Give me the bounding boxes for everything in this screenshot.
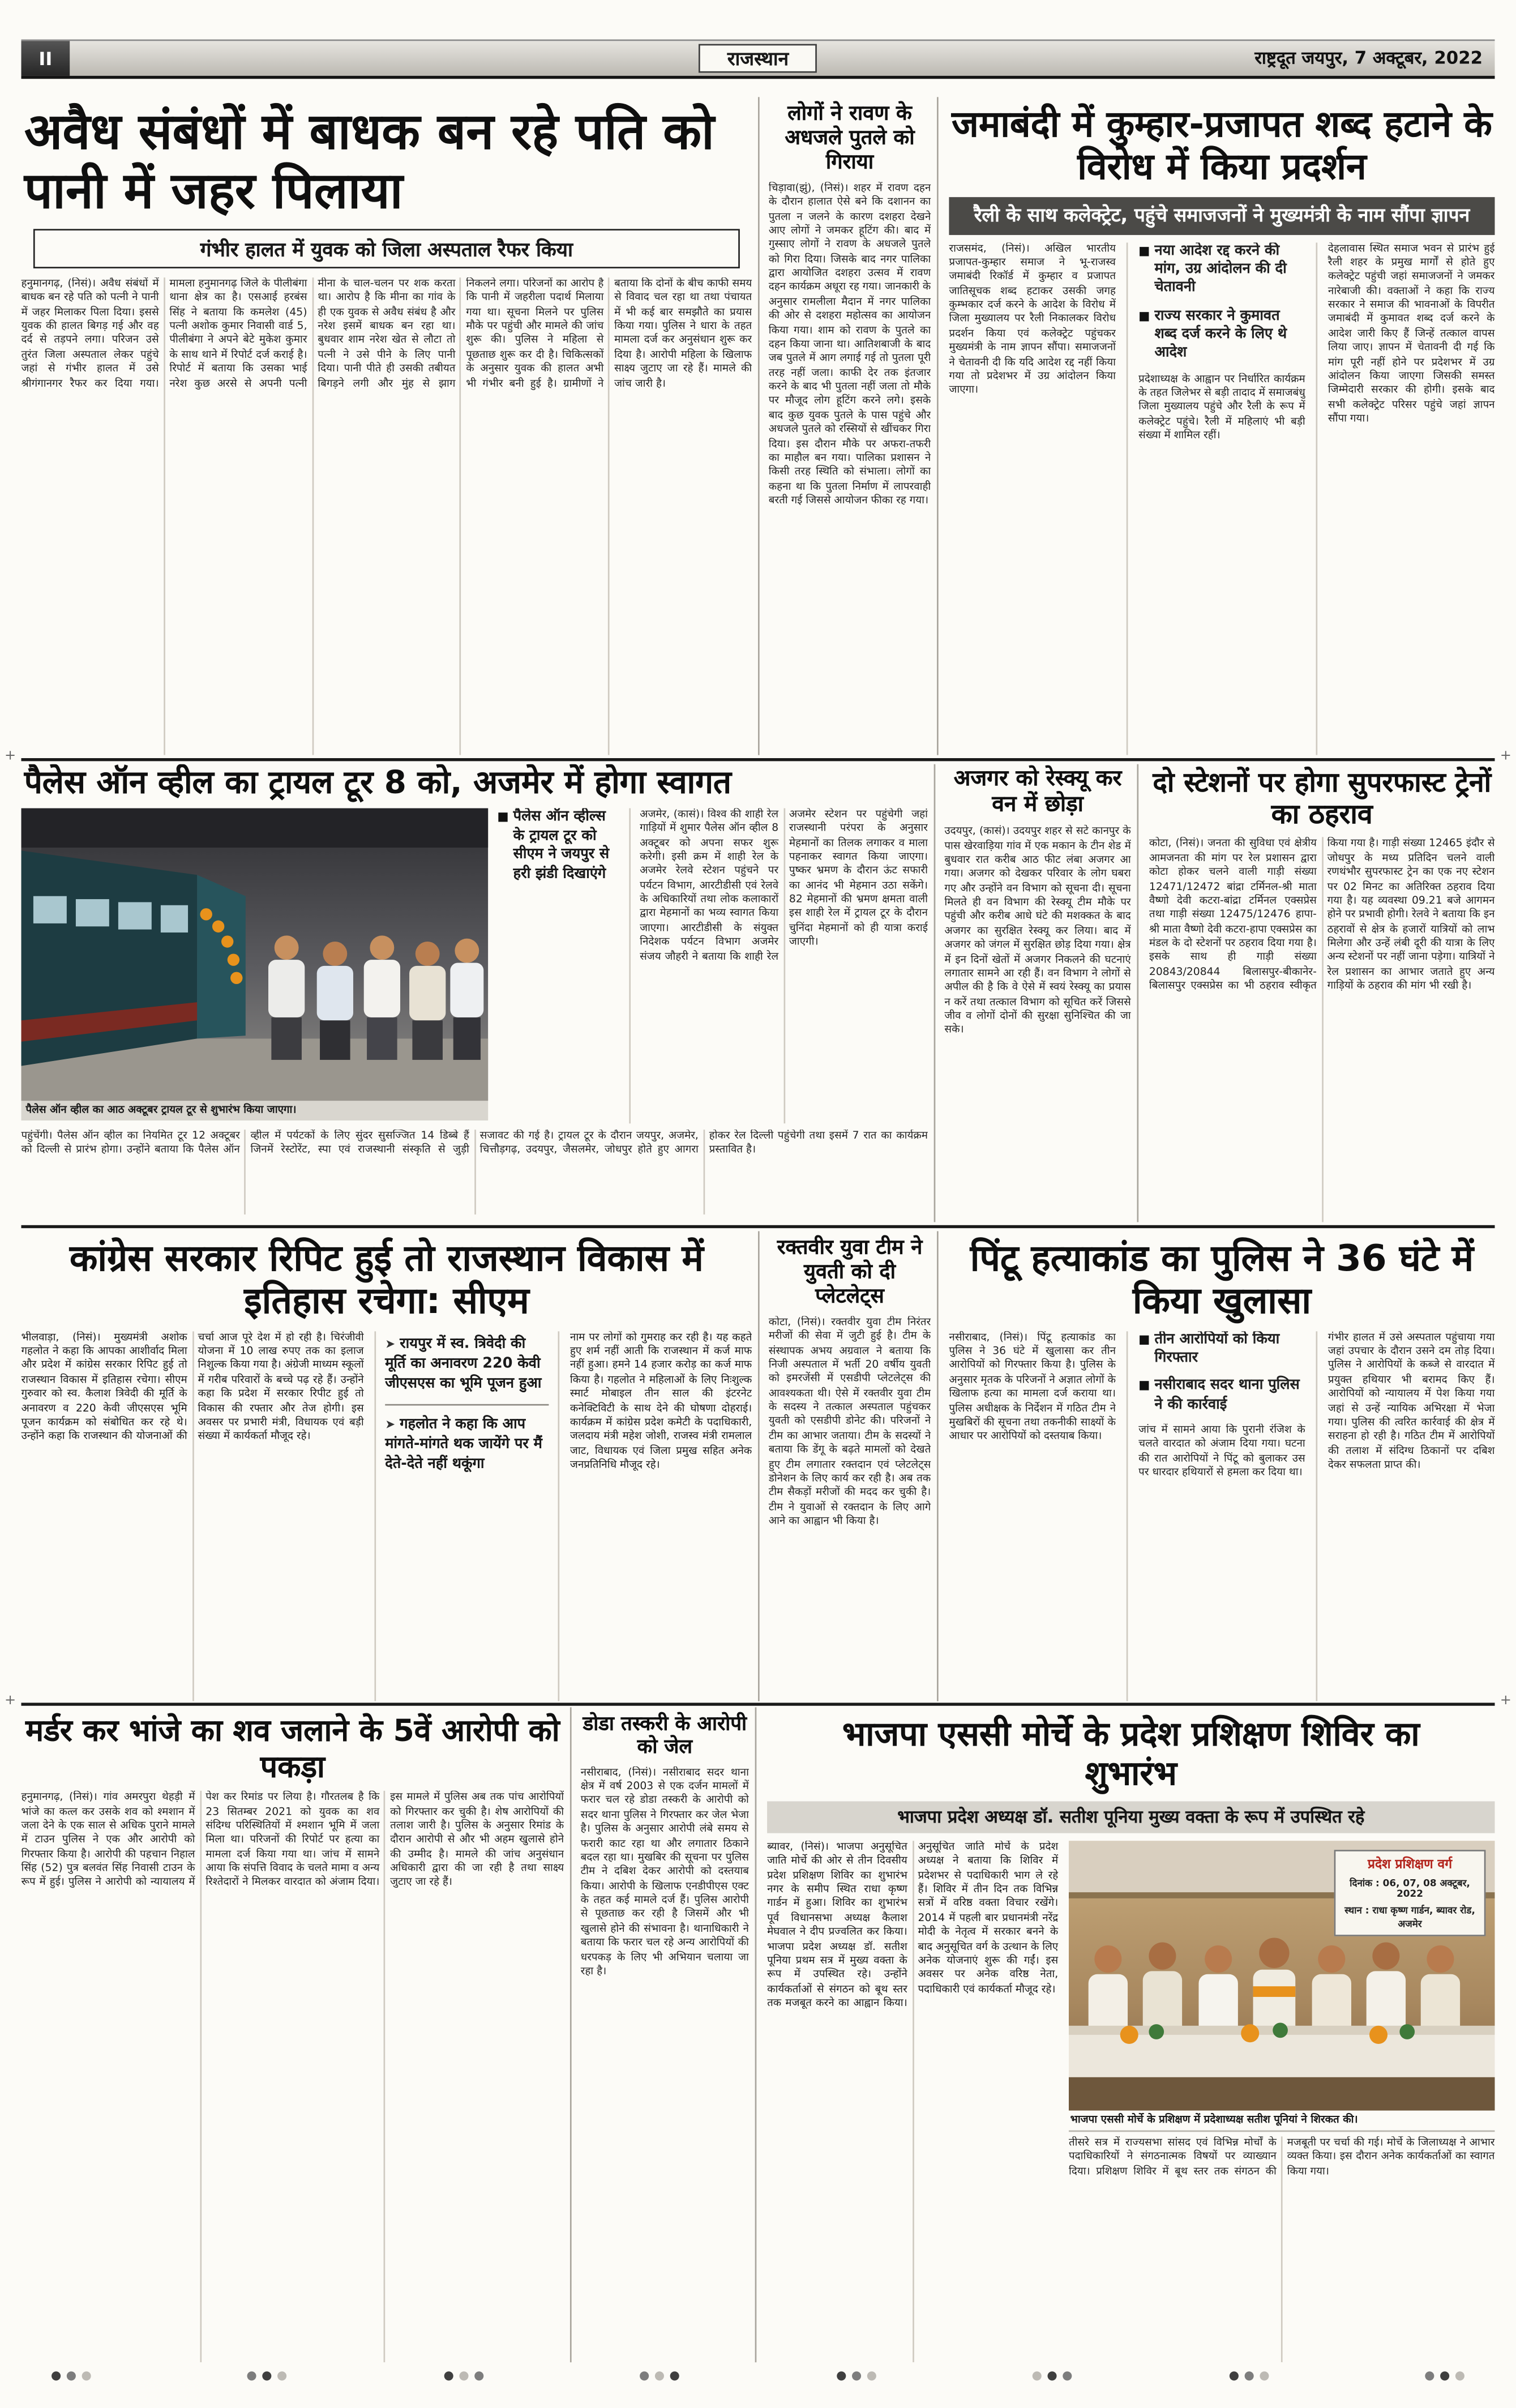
article-column: गंभीर हालत में उसे अस्पताल पहुंचाया गया जहां उपचार के दौरान उसने दम तोड़ दिया। पुलिस ने आरोपियों के कब्जे से वारदात में प्रयुक्त हथियार भी बरामद किए हैं। आरोपियों को न्यायालय में पेश किया गया जहां से उन्हें न्यायिक अभिरक्षा में भेजा गया। पुलिस की त्वरित कार्रवाई की क्षेत्र में सराहना हो रही है। गठित टीम में आरोपियों की तलाश में संदिग्ध ठिकानों पर दबिश देकर सफलता प्राप्त की। [1316,1331,1495,1701]
bullet-text: तीन आरोपियों को किया गिरफ्तार [1154,1331,1280,1366]
highlight-text: पैलेस ऑन व्हील्स के ट्रायल टूर को सीएम ने जयपुर से हरी झंडी दिखाएंगे [513,807,610,883]
article-ravan-effigy [758,97,931,755]
page-dots [52,2371,1464,2380]
article-body: कोटा, (निसं)। रक्तवीर युवा टीम निरंतर मरीजों की सेवा में जुटी हुई है। टीम के संस्थापक अभय अग्रवाल ने बताया कि निजी अस्पताल में भर्ती 20 वर्षीय युवती को इमरजेंसी में एसडीपी प्लेटलेट्स की आवश्यकता थी। ऐसे में रक्तवीर युवा टीम के सदस्य ने तत्काल अस्पताल पहुंचकर युवती को एसडीपी डोनेट की। परिजनों ने टीम का आभार जताया। टीम के सदस्यों ने बताया कि डेंगू के बढ़ते मामलों को देखते हुए टीम लगातार रक्तदान एवं प्लेटलेट्स डोनेशन के लिए कार्य कर रही है। अब तक टीम सैकड़ों मरीजों की मदद कर चुकी है। टीम ने युवाओं से रक्तदान के लिए आगे आने का आह्वान भी किया है। [768,1315,931,1527]
dot-group [640,2371,680,2380]
article-body: उदयपुर, (कासं)। उदयपुर शहर से सटे कानपुर के पास खेरवाड़िया गांव में एक मकान के टीन शेड में बुधवार रात करीब आठ फीट लंबा अजगर आ गया। अजगर को देखकर परिवार के लोग घबरा गए और उन्होंने वन विभाग को सूचना दी। सूचना मिलते ही वन विभाग की रेस्क्यू टीम मौके पर पहुंची और करीब आधे घंटे की मशक्कत के बाद अजगर का सुरक्षित रेस्क्यू कर लिया। बाद में अजगर को जंगल में सुरक्षित छोड़ दिया गया। क्षेत्र में इन दिनों खेतों में अजगर निकलने की घटनाएं लगातार सामने आ रही हैं। वन विभाग ने लोगों से अपील की है कि वे ऐसे में स्वयं रेस्क्यू का प्रयास न करें तथा तत्काल विभाग को सूचित करें जिससे जीव व लोगों दोनों की सुरक्षा सुनिश्चित की जा सके। [944,825,1131,1037]
headline: पैलेस ऑन व्हील का ट्रायल टूर 8 को, अजमेर में होगा स्वागत [24,764,731,801]
article-pintu-murder-case [937,1231,1495,1701]
highlight-item [385,1404,549,1475]
dot-group [248,2371,288,2380]
event-title: प्रदेश प्रशिक्षण वर्ग [1368,1857,1453,1873]
bullet-point [1138,307,1305,363]
article-column: राजसमंद, (निसं)। अखिल भारतीय प्रजापत-कुम्हार समाज ने भू-राजस्व जमाबंदी रिकॉर्ड में कुम्हार व प्रजापत जातिसूचक शब्द हटाकर उसकी जगह कुम्भकार दर्ज करने के आदेश के विरोध में जिला मुख्यालय पर रैली निकालकर विरोध प्रदर्शन किया एवं कलेक्ट्रेट पहुंचकर मुख्यमंत्री के नाम ज्ञापन सौंपा। समाजजनों ने चेतावनी दी कि यदि आदेश रद्द नहीं किया गया तो प्रदेशभर में उग्र आंदोलन किया जाएगा। [949,242,1116,396]
bullet-point [1138,1331,1305,1368]
article-body-continued: पहुंचेंगी। पैलेस ऑन व्हील का नियमित टूर 12 अक्टूबर को दिल्ली से प्रारंभ होगा। उन्होंने बताया कि पैलेस ऑन व्हील में पर्यटकों के लिए सुंदर सुसज्जित 14 डिब्बे हैं जिनमें रेस्टोरेंट, स्पा एवं राजस्थानी संस्कृति से जुड़ी सजावट की गई है। ट्रायल टूर के दौरान जयपुर, अजमेर, चित्तौड़गढ़, उदयपुर, जैसलमेर, जोधपुर होते हुए आगरा होकर रेल दिल्ली पहुंचेगी तथा इसमें 7 रात का कार्यक्रम प्रस्तावित है। [21,1129,928,1156]
headline: रक्तवीर युवा टीम ने युवती को दी प्लेटलेट्स [777,1235,923,1308]
bjp-training-photo [1069,1841,1495,2111]
highlight-text: रायपुर में स्व. त्रिवेदी की मूर्ति का अनावरण 220 केवी जीएसएस का भूमि पूजन हुआ [385,1335,542,1392]
event-venue: स्थान : राधा कृष्ण गार्डन, ब्यावर रोड, अजमेर [1344,1905,1475,1930]
article-body: ब्यावर, (निसं)। भाजपा अनुसूचित जाति मोर्चे की ओर से तीन दिवसीय प्रदेश प्रशिक्षण शिविर का शुभारंभ नगर के समीप स्थित राधा कृष्ण गार्डन में हुआ। शिविर का शुभारंभ पूर्व विधानसभा अध्यक्ष कैलाश मेघवाल ने दीप प्रज्वलित कर किया। भाजपा प्रदेश अध्यक्ष डॉ. सतीश पूनिया प्रथम सत्र में मुख्य वक्ता के रूप में उपस्थित रहे। उन्होंने कार्यकर्ताओं से संगठन को बूथ स्तर तक मजबूत करने का आह्वान किया। अनुसूचित जाति मोर्चे के प्रदेश अध्यक्ष ने बताया कि शिविर में प्रदेशभर से पदाधिकारी भाग ले रहे हैं। शिविर में तीन दिन तक विभिन्न सत्रों में वरिष्ठ वक्ता विचार रखेंगे। 2014 में पहली बार प्रधानमंत्री नरेंद्र मोदी के नेतृत्व में सरकार बनने के बाद अनुसूचित वर्ग के उत्थान के लिए अनेक योजनाएं शुरू की गईं। इस अवसर पर अनेक वरिष्ठ नेता, पदाधिकारी एवं कार्यकर्ता मौजूद रहे। [767,1840,1059,2009]
headline: कांग्रेस सरकार रिपिट हुई तो राजस्थान विकास में इतिहास रचेगा: सीएम [69,1237,704,1323]
section-divider [21,758,1494,761]
article-jamabandi-protest [937,97,1495,755]
article-body: हनुमानगढ़, (निसं)। गांव अमरपुरा थेहड़ी में भांजे का कत्ल कर उसके शव को श्मशान में जला देने के एक साल से अधिक पुराने मामले में टाउन पुलिस ने एक और आरोपी को गिरफ्तार किया है। आरोपी की पहचान निहाल सिंह (52) पुत्र बलवंत सिंह निवासी टाउन के रूप में हुई। पुलिस ने आरोपी को न्यायालय में पेश कर रिमांड पर लिया है। गौरतलब है कि 23 सितम्बर 2021 को युवक का शव संदिग्ध परिस्थितियों में श्मशान भूमि में जला मिला था। परिजनों की रिपोर्ट पर हत्या का मामला दर्ज किया गया था। जांच में सामने आया कि संपत्ति विवाद के चलते मामा व अन्य रिश्तेदारों ने मिलकर वारदात को अंजाम दिया। इस मामले में पुलिस अब तक पांच आरोपियों को गिरफ्तार कर चुकी है। शेष आरोपियों की तलाश जारी है। पुलिस के अनुसार रिमांड के दौरान आरोपी से और भी अहम खुलासे होने की उम्मीद है। मामले की जांच अनुसंधान अधिकारी द्वारा की जा रही है तथा साक्ष्य जुटाए जा रहे हैं। [21,1791,564,1889]
bullet-text: नसीराबाद सदर थाना पुलिस ने की कार्रवाई [1154,1377,1300,1413]
dot-group [836,2371,876,2380]
event-date: दिनांक : 06, 07, 08 अक्टूबर, 2022 [1350,1878,1470,1900]
subheadline: गंभीर हालत में युवक को जिला अस्पताल रैफर किया [33,229,740,268]
headline: जमाबंदी में कुम्हार-प्रजापत शब्द हटाने के विरोध में किया प्रदर्शन [952,103,1492,189]
subheadline-bar: रैली के साथ कलेक्ट्रेट, पहुंचे समाजजनों ने मुख्यमंत्री के नाम सौंपा ज्ञापन [949,196,1494,234]
article-platelets-donation [758,1231,931,1701]
article-column [1127,242,1305,755]
arrow-icon: ➤ [385,1336,396,1351]
section-divider [21,1225,1494,1228]
dot-group [1229,2371,1269,2380]
headline: लोगों ने रावण के अधजले पुतले को गिराया [785,101,915,174]
masthead [21,40,1494,79]
bullet-text: नया आदेश रद्द करने की मांग, उग्र आंदोलन की दी चेतावनी [1154,242,1287,296]
dot-group [1425,2371,1464,2380]
dot-group [52,2371,91,2380]
article-body: चिड़ावा(झुं), (निसं)। शहर में रावण दहन के दौरान हालात ऐसे बने कि दशानन का पुतला न जलने के कारण दशहरा देखने आए लोगों ने जमकर हूटिंग की। बाद में गुस्साए लोगों ने रावण के अधजले पुतले को गिरा दिया। जिसके बाद नगर पालिका द्वारा आयोजित दशहरा उत्सव में रावण दहन कार्यक्रम अधूरा रह गया। जानकारी के अनुसार रामलीला मैदान में नगर पालिका की ओर से दशहरा महोत्सव का आयोजन किया गया। शाम को रावण के पुतले का दहन किया जाना था। आतिशबाजी के बाद जब पुतले में आग लगाई गई तो पुतला पूरी तरह नहीं जला। काफी देर तक इंतजार करने के बाद भी पुतला नहीं जला तो मौके पर मौजूद लोग हूटिंग करने लगे। इसके बाद कुछ युवक पुतले के पास पहुंचे और अधजले पुतले को रस्सियों से खींचकर गिरा दिया। इस दौरान मौके पर अफरा-तफरी का माहौल बन गया। पालिका प्रशासन ने किसी तरह स्थिति को संभाला। लोगों का कहना था कि पुतला निर्माण में लापरवाही बरती गई जिससे आयोजन फीका रह गया। [768,181,931,507]
article-body: अजमेर, (कासं)। विश्व की शाही रेल गाड़ियों में शुमार पैलेस ऑन व्हील 8 अक्टूबर को अपना सफर शुरू करेगी। इसी क्रम में शाही रेल के अजमेर रेलवे स्टेशन पहुंचने पर पर्यटन विभाग, आरटीडीसी एवं रेलवे के अधिकारियों तथा लोक कलाकारों द्वारा मेहमानों का भव्य स्वागत किया जाएगा। आरटीडीसी के संयुक्त निदेशक पर्यटन विभाग अजमेर संजय जौहरी ने बताया कि शाही रेल अजमेर स्टेशन पर पहुंचेगी जहां राजस्थानी परंपरा के अनुसार मेहमानों का तिलक लगाकर व माला पहनाकर स्वागत किया जाएगा। पुष्कर भ्रमण के दौरान ऊंट सफारी का आनंद भी मेहमान उठा सकेंगे। 82 मेहमानों की भ्रमण क्षमता वाली इस शाही रेल में ट्रायल टूर के दौरान चुनिंदा मेहमानों को ही यात्रा कराई जाएगी। [640,807,928,963]
headline: भाजपा एससी मोर्चे के प्रदेश प्रशिक्षण शिविर का शुभारंभ [842,1716,1420,1794]
article-column: नसीराबाद, (निसं)। पिंटू हत्याकांड का पुलिस ने 36 घंटे में खुलासा कर तीन आरोपियों को गिरफ्तार किया है। पुलिस के अनुसार मृतक के परिजनों ने अज्ञात लोगों के खिलाफ हत्या का मामला दर्ज कराया था। पुलिस अधीक्षक के निर्देशन में गठित टीम ने मुखबिरों की सूचना तथा तकनीकी साक्ष्यों के आधार पर आरोपियों को दस्तयाब किया। [949,1331,1116,1443]
highlight-text: गहलोत ने कहा कि आप मांगते-मांगते थक जायेंगे पर मैं देते-देते नहीं थकूंगा [385,1415,542,1473]
registration-mark: + [5,749,16,764]
bullet-point [1138,242,1305,298]
highlight-bullet [497,808,631,1123]
registration-mark: + [1500,749,1511,764]
headline: दो स्टेशनों पर होगा सुपरफास्ट ट्रेनों का ठहराव [1153,767,1492,832]
edition-date: राष्ट्रदूत जयपुर, 7 अक्टूबर, 2022 [1254,47,1483,69]
photo-caption: पैलेस ऑन व्हील का आठ अक्टूबर ट्रायल टूर से शुभारंभ किया जाएगा। [21,1101,488,1120]
subheadline-bar: भाजपा प्रदेश अध्यक्ष डॉ. सतीश पूनिया मुख्य वक्ता के रूप में उपस्थित रहे [767,1801,1494,1833]
bullet-square-icon: ■ [1138,1379,1150,1393]
article-superfast-trains [1137,764,1495,1222]
dot-group [444,2371,483,2380]
section-title: राजस्थान [699,44,817,73]
headline: अजगर को रेस्क्यू कर वन में छोड़ा [953,767,1122,818]
bullet-text: राज्य सरकार ने कुमावत शब्द दर्ज करने के लिए थे आदेश [1154,307,1287,361]
highlight-box [374,1331,559,1701]
page-number: II [21,41,70,76]
headline: डोडा तस्करी के आरोपी को जेल [583,1713,747,1760]
article-column: देहलावास स्थित समाज भवन से प्रारंभ हुई रैली शहर के प्रमुख मार्गों से होते हुए कलेक्ट्रेट पहुंची जहां समाजजनों ने जमकर नारेबाजी की। वक्ताओं ने कहा कि राज्य सरकार ने समाज की भावनाओं के विपरीत जमाबंदी में कुमावत शब्द दर्ज करने के आदेश जारी किए हैं जिन्हें तत्काल वापस लिया जाए। ज्ञापन में चेतावनी दी गई कि मांग पूरी नहीं होने पर प्रदेशभर में उग्र आंदोलन किया जाएगा जिसकी समस्त जिम्मेदारी सरकार की होगी। इसके बाद सभी कलेक्ट्रेट परिसर पहुंचे जहां ज्ञापन सौंपा गया। [1316,242,1495,755]
article-bjp-training-camp [755,1707,1495,2362]
palace-on-wheels-photo [21,808,488,1123]
article-cm-statement [21,1231,752,1701]
dot-group [1033,2371,1072,2380]
headline: अवैध संबंधों में बाधक बन रहे पति को पानी में जहर पिलाया [24,101,714,220]
highlight-item [385,1334,549,1395]
article-column [1127,1331,1305,1701]
article-python-rescue [934,764,1131,1222]
event-info-box [1334,1850,1486,1936]
bullet-square-icon: ■ [1138,309,1150,323]
article-body-continued: तीसरे सत्र में राज्यसभा सांसद एवं विभिन्न मोर्चों के पदाधिकारियों ने संगठनात्मक विषयों पर व्याख्यान दिया। प्रशिक्षण शिविर में बूथ स्तर तक संगठन की मजबूती पर चर्चा की गई। मोर्चे के जिलाध्यक्ष ने आभार व्यक्त किया। इस दौरान अनेक कार्यकर्ताओं का स्वागत किया गया। [1068,2136,1495,2177]
article-body: कोटा, (निसं)। जनता की सुविधा एवं क्षेत्रीय आमजनता की मांग पर रेल प्रशासन द्वारा कोटा होकर चलने वाली गाड़ी संख्या 12471/12472 बांद्रा टर्मिनल-श्री माता वैष्णो देवी कटरा-बांद्रा टर्मिनल एक्सप्रेस तथा गाड़ी संख्या 12475/12476 हापा-श्री माता वैष्णो देवी कटरा-हापा एक्सप्रेस का मंडल के दो स्टेशनों पर ठहराव दिया गया है। इसके साथ ही गाड़ी संख्या 20843/20844 बिलासपुर-बीकानेर-बिलासपुर एक्सप्रेस का भी ठहराव स्वीकृत किया गया है। गाड़ी संख्या 12465 इंदौर से जोधपुर के मध्य प्रतिदिन चलने वाली रणथंभौर सुपरफास्ट ट्रेन का एक नए स्टेशन पर 02 मिनट का अतिरिक्त ठहराव दिया गया है। यह व्यवस्था 09.21 बजे आगमन होने पर प्रभावी होगी। रेलवे ने बताया कि इन ठहरावों से क्षेत्र के हजारों यात्रियों को लाभ मिलेगा और उन्हें लंबी दूरी की यात्रा के लिए अन्य स्टेशनों पर नहीं जाना पड़ेगा। यात्रियों ने रेल प्रशासन का आभार जताते हुए अन्य गाड़ियों के ठहराव की मांग भी रखी है। [1149,837,1495,992]
section-divider [21,1703,1494,1705]
article-column-text: प्रदेशाध्यक्ष के आह्वान पर निर्धारित कार्यक्रम के तहत जिलेभर से बड़ी तादाद में समाजबंधु जिला मुख्यालय पहुंचे और रैली के रूप में कलेक्ट्रेट पहुंचे। रैली में महिलाएं भी बड़ी संख्या में शामिल रहीं। [1138,372,1305,442]
registration-mark: + [5,1693,16,1709]
article-column-text: जांच में सामने आया कि पुरानी रंजिश के चलते वारदात को अंजाम दिया गया। घटना की रात आरोपियों ने पिंटू को बुलाकर उस पर धारदार हथियारों से हमला कर दिया था। [1138,1423,1305,1479]
article-poison-case [21,97,752,755]
article-body: नसीराबाद, (निसं)। नसीराबाद सदर थाना क्षेत्र में वर्ष 2003 से एक दर्जन मामलों में फरार चल रहे डोडा तस्करी के आरोपी को सदर थाना पुलिस ने गिरफ्तार कर जेल भेजा है। पुलिस के अनुसार आरोपी लंबे समय से फरारी काट रहा था और लगातार ठिकाने बदल रहा था। मुखबिर की सूचना पर पुलिस टीम ने दबिश देकर आरोपी को दस्तयाब किया। आरोपी के खिलाफ एनडीपीएस एक्ट के तहत कई मामले दर्ज हैं। पुलिस आरोपी से पूछताछ कर रही है जिसमें और भी खुलासे होने की संभावना है। थानाधिकारी ने बताया कि फरार चल रहे अन्य आरोपियों की धरपकड़ के लिए भी अभियान चलाया जा रहा है। [580,1765,749,1977]
headline: पिंटू हत्याकांड का पुलिस ने 36 घंटे में किया खुलासा [970,1237,1474,1323]
article-body: भीलवाड़ा, (निसं)। मुख्यमंत्री अशोक गहलोत ने कहा कि आपका आशीर्वाद मिला और प्रदेश में कांग्रेस सरकार रिपिट हुई तो राजस्थान विकास में इतिहास रचेगा। सीएम गुरुवार को स्व. कैलाश त्रिवेदी की मूर्ति के अनावरण व 220 केवी जीएसएस भूमि पूजन कार्यक्रम को संबोधित कर रहे थे। उन्होंने कहा कि राजस्थान की योजनाओं की चर्चा आज पूरे देश में हो रही है। चिरंजीवी योजना में 10 लाख रुपए तक का इलाज निशुल्क किया गया है। अंग्रेजी माध्यम स्कूलों में गरीब परिवारों के बच्चे पढ़ रहे हैं। उन्होंने कहा कि प्रदेश में सरकार रिपीट हुई तो विकास की रफ्तार और तेज होगी। इस अवसर पर प्रभारी मंत्री, विधायक एवं बड़ी संख्या में कार्यकर्ता मौजूद रहे। [21,1331,364,1443]
bullet-point [1138,1377,1305,1414]
train-photo-illustration [21,808,488,1101]
article-palace-on-wheels [21,764,927,1222]
bullet-square-icon: ■ [497,809,509,823]
registration-mark: + [1500,1693,1511,1709]
photo-caption: भाजपा एससी मोर्चे के प्रशिक्षण में प्रदेशाध्यक्ष सतीश पूनियां ने शिरकत की। [1069,2111,1495,2132]
article-body: हनुमानगढ़, (निसं)। अवैध संबंधों में बाधक बन रहे पति को पत्नी ने पानी में जहर मिलाकर पिला दिया। इससे युवक की हालत बिगड़ गई और वह दर्द से तड़पने लगा। परिजन उसे तुरंत जिला अस्पताल लेकर पहुंचे जहां से गंभीर हालत में उसे श्रीगंगानगर रैफर कर दिया गया। मामला हनुमानगढ़ जिले के पीलीबंगा थाना क्षेत्र का है। एसआई हरबंस सिंह ने बताया कि कमलेश (45) पत्नी अशोक कुमार निवासी वार्ड 5, पीलीबंगा ने अपने बेटे मुकेश कुमार के साथ थाने में रिपोर्ट दर्ज कराई है। रिपोर्ट में बताया कि उसका भाई नरेश कुछ अरसे से अपनी पत्नी मीना के चाल-चलन पर शक करता था। आरोप है कि मीना का गांव के ही एक युवक से अवैध संबंध है और नरेश इसमें बाधक बन रहा था। बुधवार शाम नरेश खेत से लौटा तो पत्नी ने उसे पीने के लिए पानी दिया। पानी पीते ही उसकी तबीयत बिगड़ने लगी और मुंह से झाग निकलने लगा। परिजनों का आरोप है कि पानी में जहरीला पदार्थ मिलाया गया था। सूचना मिलने पर पुलिस मौके पर पहुंची और मामले की जांच शुरू की। पुलिस ने महिला से पूछताछ शुरू कर दी है। चिकित्सकों के अनुसार युवक की हालत अभी भी गंभीर बनी हुई है। ग्रामीणों ने बताया कि दोनों के बीच काफी समय से विवाद चल रहा था तथा पंचायत में भी कई बार समझौते का प्रयास किया गया। पुलिस ने धारा के तहत मामला दर्ज कर अनुसंधान शुरू कर दिया है। आरोपी महिला के खिलाफ साक्ष्य जुटाए जा रहे हैं। मामले की जांच जारी है। [21,277,752,389]
bullet-square-icon: ■ [1138,243,1150,257]
article-murder-arrest [21,1707,564,2362]
arrow-icon: ➤ [385,1417,396,1431]
headline: मर्डर कर भांजे का शव जलाने के 5वें आरोपी को पकड़ा [25,1712,560,1784]
article-body-continued: नाम पर लोगों को गुमराह कर रही है। यह कहते हुए शर्म नहीं आती कि राजस्थान में कर्ज माफ नहीं हुआ। हमने 14 हजार करोड़ का कर्ज माफ किया है। गहलोत ने महिलाओं के लिए निःशुल्क स्मार्ट मोबाइल तीन साल की इंटरनेट कनेक्टिविटी के साथ देने की घोषणा दोहराई। कार्यक्रम में कांग्रेस प्रदेश कमेटी के पदाधिकारी, जलदाय मंत्री महेश जोशी, राजस्व मंत्री रामलाल जाट, विधायक एवं जिला प्रमुख सहित अनेक जनप्रतिनिधि मौजूद रहे। [569,1331,752,1471]
bullet-square-icon: ■ [1138,1332,1150,1346]
article-doda-smuggling [570,1707,749,2362]
